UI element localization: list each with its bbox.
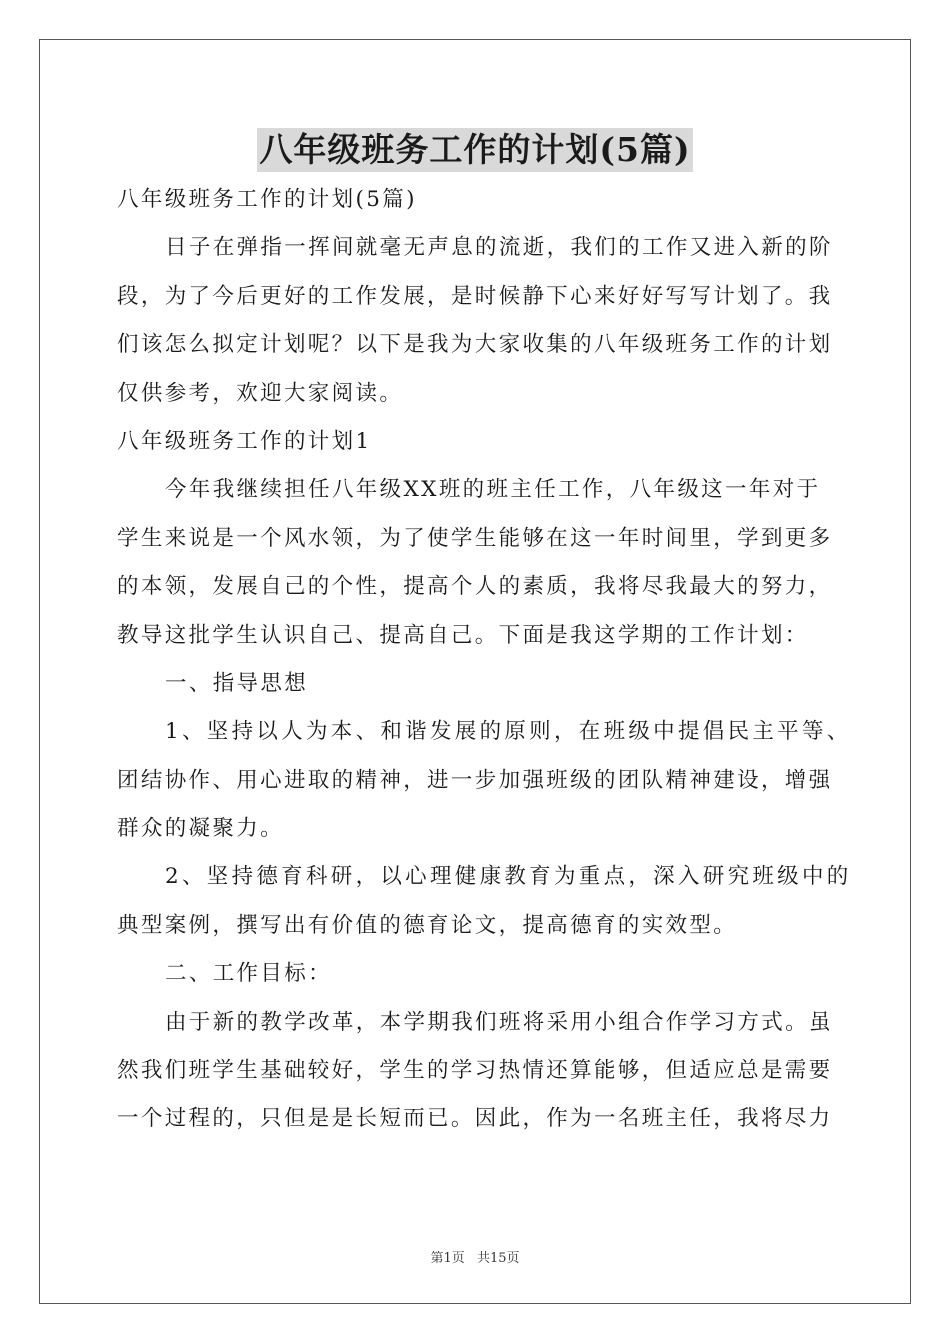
page-footer — [0, 1247, 950, 1266]
paragraph-line: 群众的凝聚力。 — [117, 816, 284, 842]
document-title: 八年级班务工作的计划(5篇) — [257, 128, 692, 172]
paragraph-line: 今年我继续担任八年级XX班的班主任工作，八年级这一年对于 — [165, 477, 821, 503]
title-container — [0, 128, 950, 172]
page-number: 第1页 — [430, 1251, 465, 1266]
paragraph-line: 教导这批学生认识自己、提高自己。下面是我这学期的工作计划： — [117, 622, 809, 648]
document-body — [117, 176, 852, 1144]
paragraph-line: 典型案例，撰写出有价值的德育论文，提高德育的实效型。 — [117, 912, 738, 938]
paragraph-line: 然我们班学生基础较好，学生的学习热情还算能够，但适应总是需要 — [117, 1058, 833, 1084]
paragraph-line: 段，为了今后更好的工作发展，是时候静下心来好好写写计划了。我 — [117, 283, 833, 309]
paragraph-line: 一个过程的，只但是是长短而已。因此，作为一名班主任，我将尽力 — [117, 1106, 833, 1132]
paragraph-line: 2、坚持德育科研，以心理健康教育为重点，深入研究班级中的 — [165, 864, 852, 890]
subsection-heading: 二、工作目标： — [165, 961, 332, 987]
paragraph-line: 仅供参考，欢迎大家阅读。 — [117, 380, 404, 406]
page-total: 共15页 — [476, 1251, 520, 1266]
paragraph-line: 们该怎么拟定计划呢？以下是我为大家收集的八年级班务工作的计划 — [117, 332, 833, 358]
subsection-heading: 一、指导思想 — [165, 670, 309, 696]
section-heading: 八年级班务工作的计划1 — [117, 428, 372, 454]
paragraph-line: 由于新的教学改革，本学期我们班将采用小组合作学习方式。虽 — [165, 1009, 833, 1035]
subtitle-line: 八年级班务工作的计划(5篇) — [117, 187, 417, 212]
paragraph-line: 日子在弹指一挥间就毫无声息的流逝，我们的工作又进入新的阶 — [165, 235, 833, 261]
paragraph-line: 团结协作、用心进取的精神，进一步加强班级的团队精神建设，增强 — [117, 767, 833, 793]
paragraph-line: 学生来说是一个风水领，为了使学生能够在这一年时间里，学到更多 — [117, 525, 833, 551]
paragraph-line: 的本领，发展自己的个性，提高个人的素质，我将尽我最大的努力， — [117, 574, 833, 600]
paragraph-line: 1、坚持以人为本、和谐发展的原则，在班级中提倡民主平等、 — [165, 719, 852, 745]
